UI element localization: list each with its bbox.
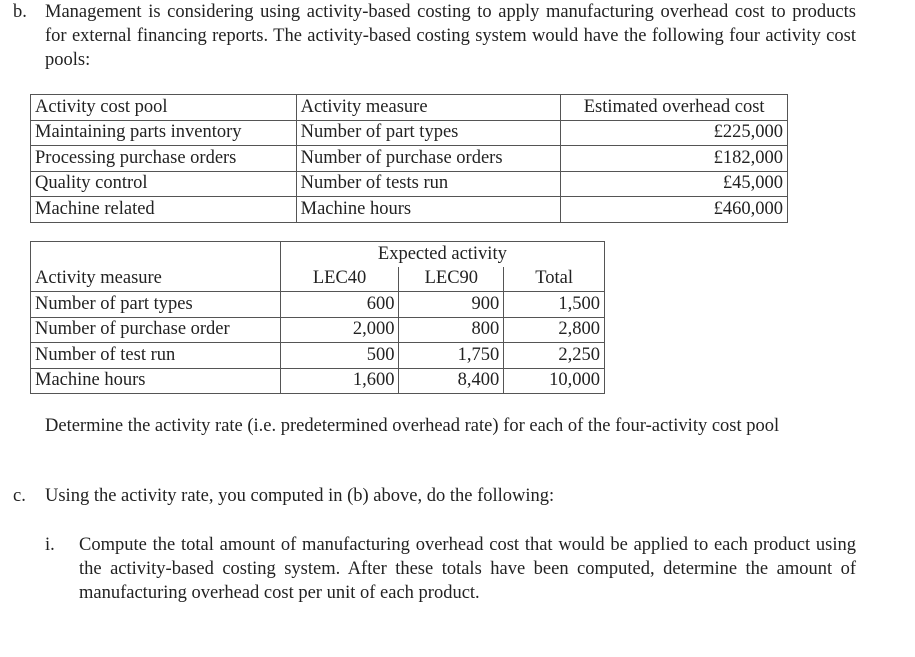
- pool-cell: Maintaining parts inventory: [31, 120, 297, 146]
- table-row: [31, 197, 788, 223]
- header-cell: Activity measure: [31, 267, 281, 292]
- table-row: [31, 368, 605, 394]
- measure-cell: Number of purchase orders: [296, 146, 561, 172]
- total-cell: 2,800: [504, 317, 605, 343]
- measure-cell: Number of test run: [31, 343, 281, 369]
- part-b-question: Determine the activity rate (i.e. predetermined overhead rate) for each of the four-activity cost pool: [45, 416, 780, 436]
- measure-cell: Number of tests run: [296, 171, 561, 197]
- measure-cell: Machine hours: [296, 197, 561, 223]
- pool-cell: Quality control: [31, 171, 297, 197]
- header-cell: LEC40: [280, 267, 399, 292]
- pool-cell: Machine related: [31, 197, 297, 223]
- lec90-cell: 900: [399, 292, 504, 318]
- part-b-label: b.: [13, 2, 27, 22]
- header-cell: Activity cost pool: [31, 95, 297, 121]
- part-c-intro: Using the activity rate, you computed in (b) above, do the following:: [45, 486, 555, 506]
- table-header-row: [31, 95, 788, 121]
- header-cell: Activity measure: [296, 95, 561, 121]
- part-c-label: c.: [13, 486, 26, 506]
- header-cell: LEC90: [399, 267, 504, 292]
- cost-cell: £225,000: [561, 120, 788, 146]
- lec40-cell: 2,000: [280, 317, 399, 343]
- lec40-cell: 1,600: [280, 368, 399, 394]
- cost-cell: £182,000: [561, 146, 788, 172]
- table-row: [31, 171, 788, 197]
- table-row: [31, 343, 605, 369]
- group-header-row: [31, 242, 605, 267]
- lec40-cell: 600: [280, 292, 399, 318]
- total-cell: 10,000: [504, 368, 605, 394]
- measure-cell: Number of purchase order: [31, 317, 281, 343]
- measure-cell: Number of part types: [296, 120, 561, 146]
- cost-cell: £460,000: [561, 197, 788, 223]
- expected-activity-header: Expected activity: [280, 242, 604, 267]
- header-cell: Estimated overhead cost: [561, 95, 788, 121]
- item-i-text: Compute the total amount of manufacturing overhead cost that would be applied to each product using the activity-based costing system. After these totals have been computed, determine the amount of manufacturing overhead cost per unit of each product.: [79, 535, 856, 603]
- cost-cell: £45,000: [561, 171, 788, 197]
- table-row: [31, 292, 605, 318]
- header-cell: Total: [504, 267, 605, 292]
- expected-activity-table: [30, 241, 605, 394]
- table-row: [31, 120, 788, 146]
- pool-cell: Processing purchase orders: [31, 146, 297, 172]
- table-row: [31, 317, 605, 343]
- measure-cell: Machine hours: [31, 368, 281, 394]
- measure-cell: Number of part types: [31, 292, 281, 318]
- total-cell: 2,250: [504, 343, 605, 369]
- table-row: [31, 146, 788, 172]
- lec40-cell: 500: [280, 343, 399, 369]
- lec90-cell: 8,400: [399, 368, 504, 394]
- lec90-cell: 1,750: [399, 343, 504, 369]
- cost-pools-table: [30, 94, 788, 223]
- item-i-label: i.: [45, 535, 55, 555]
- part-b-intro: Management is considering using activity-based costing to apply manufacturing overhead cost to products for external financing reports. The activity-based costing system would have the following four activity cost pools:: [45, 2, 856, 70]
- total-cell: 1,500: [504, 292, 605, 318]
- lec90-cell: 800: [399, 317, 504, 343]
- table-header-row: [31, 267, 605, 292]
